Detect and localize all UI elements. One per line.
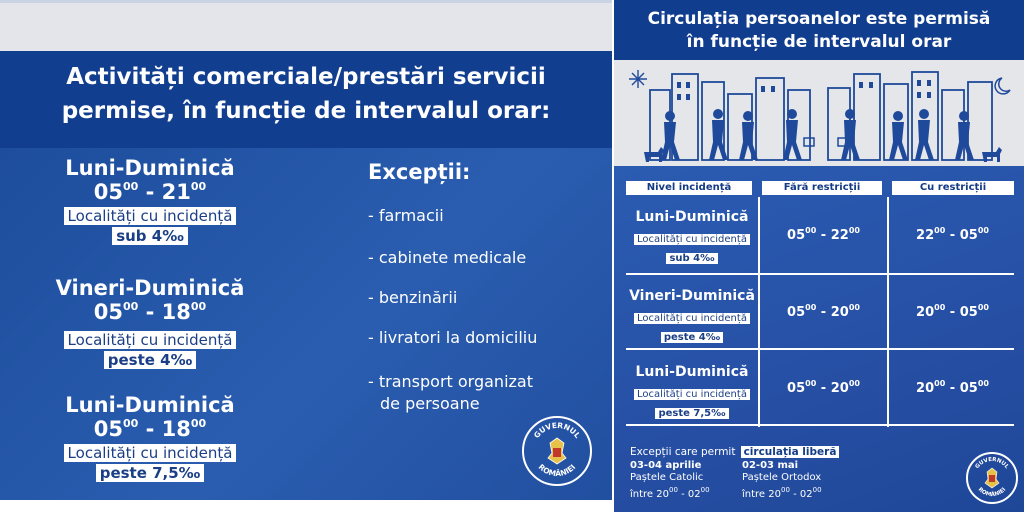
- svg-text:GUVERNUL: GUVERNUL: [531, 420, 583, 440]
- star-icon: [629, 70, 647, 88]
- table-row: [626, 209, 758, 265]
- svg-text:GUVERNUL: GUVERNUL: [974, 456, 1010, 471]
- incidence-tag: Localități cu incidență: [64, 331, 237, 349]
- schedule-block: [0, 393, 300, 482]
- schedule-time: $05^{00} - 18^{00}$: [93, 417, 207, 441]
- commerce-title-line2: permise, în funcție de intervalul orar:: [61, 98, 551, 124]
- movement-title-line2: în funcție de intervalul orar: [686, 32, 952, 52]
- moon-icon: [995, 78, 1010, 94]
- column-header-restricted: Cu restricții: [892, 181, 1014, 195]
- table-row: [626, 288, 758, 344]
- exceptions-title: Excepții:: [368, 160, 471, 184]
- column-header-incidence: Nivel incidență: [626, 181, 752, 195]
- holiday-exception: 03-04 aprilie Paștele Catolic între $20^{00} - 02^{00}$: [630, 460, 710, 500]
- row-days: Vineri-Duminică: [629, 288, 755, 304]
- incidence-tag: Localități cu incidență: [634, 389, 750, 400]
- grid-divider: [626, 348, 1014, 350]
- government-seal-icon: [966, 452, 1018, 504]
- grid-divider: [626, 424, 1014, 426]
- svg-text:ROMÂNIEI: ROMÂNIEI: [536, 462, 578, 479]
- movement-body: [614, 166, 1024, 512]
- row-days: Luni-Duminică: [635, 209, 749, 225]
- incidence-level: sub 4‰: [112, 227, 188, 245]
- incidence-tag: Localități cu incidență: [64, 207, 237, 225]
- unrestricted-time: $05^{00} - 22^{00}$: [787, 226, 860, 243]
- movement-title-line1: Circulația persoanelor este permisă: [647, 9, 991, 29]
- schedule-time: $05^{00} - 18^{00}$: [93, 300, 207, 324]
- incidence-level: sub 4‰: [666, 253, 717, 264]
- holiday-exception: 02-03 mai Paștele Ortodox între $20^{00} - 02^{00}$: [742, 460, 822, 500]
- free-movement-exceptions-heading: Excepții care permit circulația liberă: [630, 440, 839, 459]
- schedule-time: $05^{00} - 21^{00}$: [93, 180, 207, 204]
- commerce-title-line1: Activități comerciale/prestări servicii: [66, 64, 546, 90]
- incidence-tag: Localități cu incidență: [634, 313, 750, 324]
- schedule-block: [0, 156, 300, 245]
- government-seal-icon: [522, 416, 592, 486]
- restricted-time: $22^{00} - 05^{00}$: [916, 226, 989, 243]
- restricted-time: $20^{00} - 05^{00}$: [916, 379, 989, 396]
- restricted-time: $20^{00} - 05^{00}$: [916, 303, 989, 320]
- exception-item: - livratori la domiciliu: [368, 328, 538, 347]
- bottom-strip: [0, 500, 612, 512]
- svg-text:ROMÂNIEI: ROMÂNIEI: [976, 486, 1008, 499]
- incidence-level: peste 4‰: [104, 351, 196, 369]
- exception-item: - transport organizat: [368, 372, 533, 391]
- incidence-level: peste 7,5‰: [96, 464, 205, 482]
- city-walkers-illustration: [614, 60, 1024, 166]
- incidence-tag: Localități cu incidență: [64, 444, 237, 462]
- unrestricted-time: $05^{00} - 20^{00}$: [787, 379, 860, 396]
- table-row: [626, 364, 758, 420]
- incidence-level: peste 7,5‰: [655, 408, 728, 419]
- grey-band: [0, 3, 612, 51]
- unrestricted-time: $05^{00} - 20^{00}$: [787, 303, 860, 320]
- exception-item: de persoane: [380, 394, 480, 413]
- schedule-days: Luni-Duminică: [65, 393, 235, 417]
- schedule-block: [0, 276, 300, 369]
- exception-item: - cabinete medicale: [368, 248, 527, 267]
- schedule-days: Luni-Duminică: [65, 156, 235, 180]
- exception-item: - benzinării: [368, 288, 458, 307]
- commerce-header: [0, 51, 612, 148]
- free-movement-highlight: circulația liberă: [741, 446, 840, 458]
- commerce-body: [0, 148, 612, 500]
- row-days: Luni-Duminică: [635, 364, 749, 380]
- column-header-unrestricted: Fără restricții: [762, 181, 882, 195]
- schedule-days: Vineri-Duminică: [55, 276, 245, 300]
- exception-item: - farmacii: [368, 206, 444, 225]
- incidence-level: peste 4‰: [661, 332, 723, 343]
- grid-divider: [626, 273, 1014, 275]
- movement-panel: [612, 0, 1024, 512]
- incidence-tag: Localități cu incidență: [634, 234, 750, 245]
- movement-header: [614, 0, 1024, 60]
